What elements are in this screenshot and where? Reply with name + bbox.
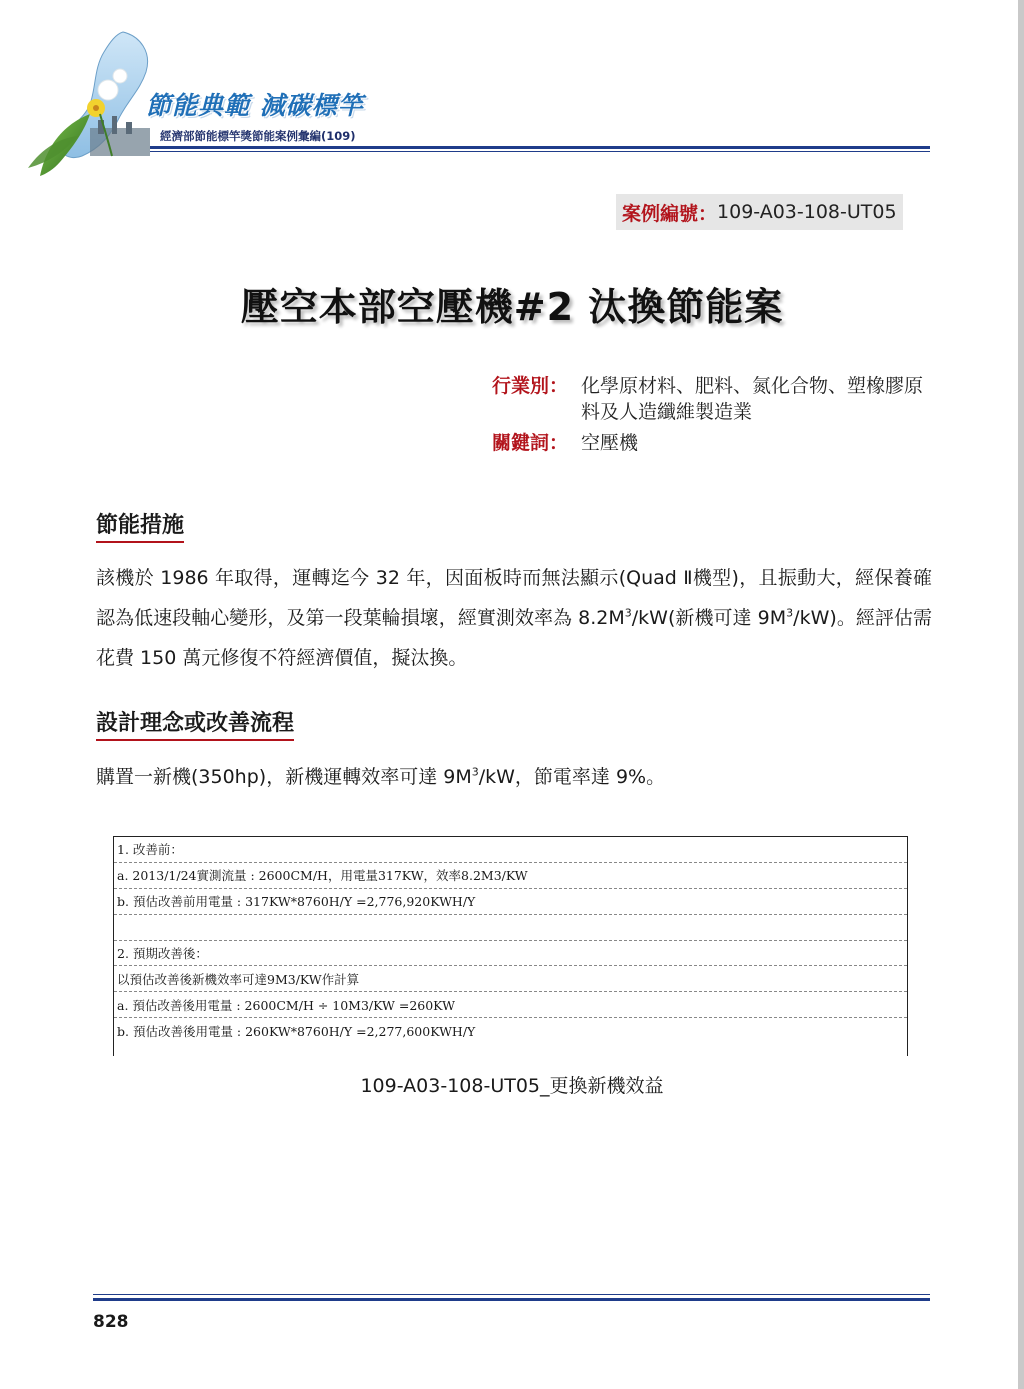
case-number-value: 109-A03-108-UT05 — [717, 201, 897, 223]
page-number: 828 — [93, 1312, 129, 1332]
industry-label: 行業別： — [492, 375, 569, 397]
header-rule — [150, 146, 930, 149]
table-row: b. 預估改善後用電量 : 260KW*8760H/Y =2,277,600KWH/Y — [117, 1024, 476, 1040]
design-text-2: /kW，節電率達 9%。 — [478, 766, 666, 788]
header-rule-thin — [150, 151, 930, 152]
case-number-box — [616, 194, 903, 230]
keyword-row — [492, 431, 931, 457]
table-row: a. 2013/1/24實測流量 : 2600CM/H，用電量317KW，效率8.2M3/KW — [114, 863, 907, 889]
section-body-design — [96, 757, 932, 797]
meta-block — [492, 374, 931, 457]
industry-value: 化學原材料、肥料、氮化合物、塑橡膠原料及人造纖維製造業 — [581, 375, 924, 423]
section-heading-design: 設計理念或改善流程 — [96, 706, 294, 741]
design-sup: 3 — [471, 765, 479, 779]
page-title: 壓空本部空壓機#2 汰換節能案 — [240, 285, 784, 329]
measures-text-3: /kW)。經評估需花費 150 萬元修復不符經濟價值，擬汰換。 — [96, 607, 932, 669]
benefit-table — [113, 836, 908, 1056]
measures-text-2: /kW(新機可達 9M — [631, 607, 787, 629]
keyword-value: 空壓機 — [581, 432, 639, 455]
banner-title: 節能典範 減碳標竿 — [146, 91, 364, 120]
section-heading-measures: 節能措施 — [96, 508, 184, 543]
banner-subtitle: 經濟部節能標竿獎節能案例彙編(109) — [160, 129, 356, 143]
measures-text-1: 該機於 1986 年取得，運轉迄今 32 年，因面板時而無法顯示(Quad Ⅱ機型)，且振動大，經保養確認為低速段軸心變形，及第一段葉輪損壞，經實測效率為 8.2M — [96, 567, 932, 629]
table-row: 2. 預期改善後： — [114, 941, 907, 967]
table-row — [114, 915, 907, 941]
table-row: 1. 改善前： — [114, 837, 907, 863]
design-text-1: 購置一新機(350hp)，新機運轉效率可達 9M — [96, 766, 472, 788]
measures-sup-2: 3 — [786, 606, 794, 620]
page-edge — [1018, 0, 1024, 1389]
keyword-label: 關鍵詞： — [492, 432, 569, 455]
table-caption: 109-A03-108-UT05_更換新機效益 — [360, 1075, 664, 1097]
table-row: b. 預估改善前用電量 : 317KW*8760H/Y =2,776,920KWH/Y — [114, 889, 907, 915]
section-body-measures — [96, 558, 932, 678]
footer-rule-thin — [93, 1294, 930, 1295]
table-row: 以預估改善後新機效率可達9M3/KW作計算 — [114, 966, 907, 992]
measures-sup-1: 3 — [624, 606, 632, 620]
industry-row — [492, 374, 931, 425]
footer-rule — [93, 1298, 930, 1301]
case-number-label: 案例編號： — [622, 202, 718, 225]
table-row: a. 預估改善後用電量 : 2600CM/H ÷ 10M3/KW =260KW — [114, 992, 907, 1018]
